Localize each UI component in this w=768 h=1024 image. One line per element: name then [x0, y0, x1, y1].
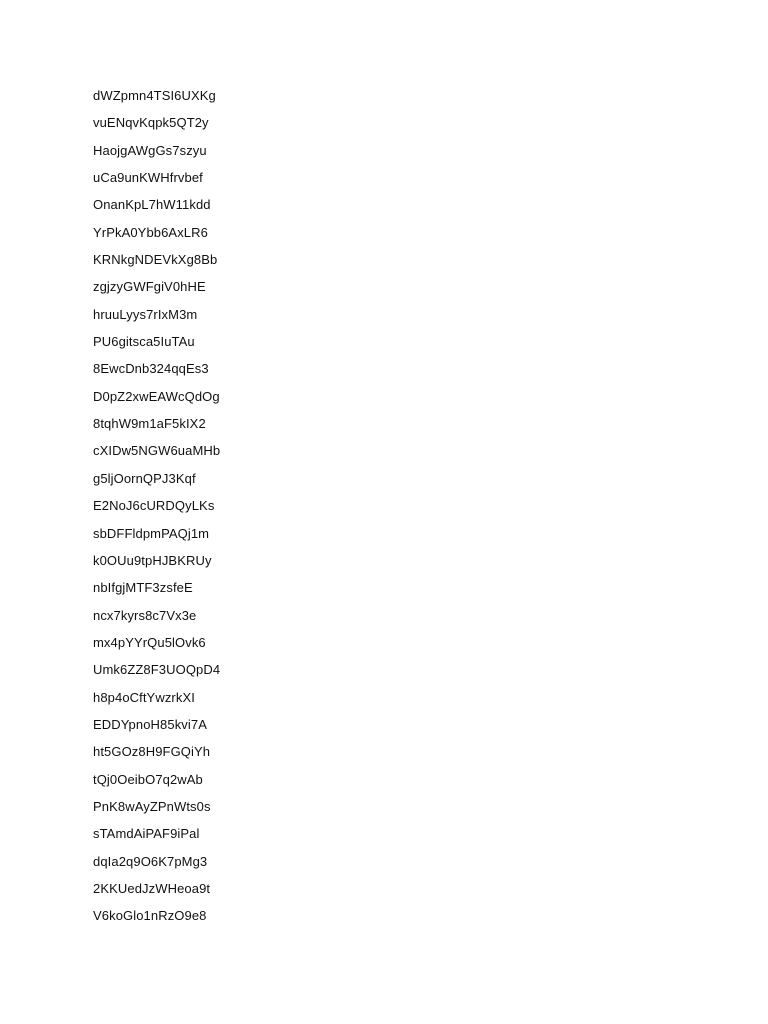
- text-line: V6koGlo1nRzO9e8: [93, 908, 207, 924]
- text-line: OnanKpL7hW11kdd: [93, 197, 211, 213]
- text-line: YrPkA0Ybb6AxLR6: [93, 224, 208, 240]
- text-line: ncx7kyrs8c7Vx3e: [93, 607, 197, 623]
- text-line: E2NoJ6cURDQyLKs: [93, 498, 215, 514]
- text-line: h8p4oCftYwzrkXI: [93, 689, 195, 705]
- text-line: zgjzyGWFgiV0hHE: [93, 279, 206, 295]
- text-line: k0OUu9tpHJBKRUy: [93, 552, 212, 568]
- text-line: HaojgAWgGs7szyu: [93, 142, 207, 158]
- text-line: hruuLyys7rIxM3m: [93, 306, 198, 322]
- text-line: EDDYpnoH85kvi7A: [93, 716, 207, 732]
- text-line: ht5GOz8H9FGQiYh: [93, 744, 211, 760]
- text-line: g5ljOornQPJ3Kqf: [93, 470, 196, 486]
- text-line: 2KKUedJzWHeoa9t: [93, 880, 211, 896]
- text-line: nbIfgjMTF3zsfeE: [93, 580, 193, 596]
- text-line: PU6gitsca5IuTAu: [93, 334, 195, 350]
- text-line: sbDFFldpmPAQj1m: [93, 525, 210, 541]
- text-line: Umk6ZZ8F3UOQpD4: [93, 662, 221, 678]
- text-line: cXIDw5NGW6uaMHb: [93, 443, 221, 459]
- text-line: tQj0OeibO7q2wAb: [93, 771, 203, 787]
- text-line: 8EwcDnb324qqEs3: [93, 361, 209, 377]
- text-line: dqIa2q9O6K7pMg3: [93, 853, 208, 869]
- text-line: 8tqhW9m1aF5kIX2: [93, 416, 206, 432]
- text-line: mx4pYYrQu5lOvk6: [93, 634, 206, 650]
- text-line: PnK8wAyZPnWts0s: [93, 798, 211, 814]
- text-line: D0pZ2xwEAWcQdOg: [93, 388, 220, 404]
- text-line: uCa9unKWHfrvbef: [93, 170, 203, 186]
- text-line: vuENqvKqpk5QT2y: [93, 115, 209, 131]
- text-line: dWZpmn4TSI6UXKg: [93, 88, 216, 103]
- text-line: KRNkgNDEVkXg8Bb: [93, 252, 218, 268]
- text-line: sTAmdAiPAF9iPal: [93, 826, 200, 842]
- text-line-list: [93, 86, 220, 934]
